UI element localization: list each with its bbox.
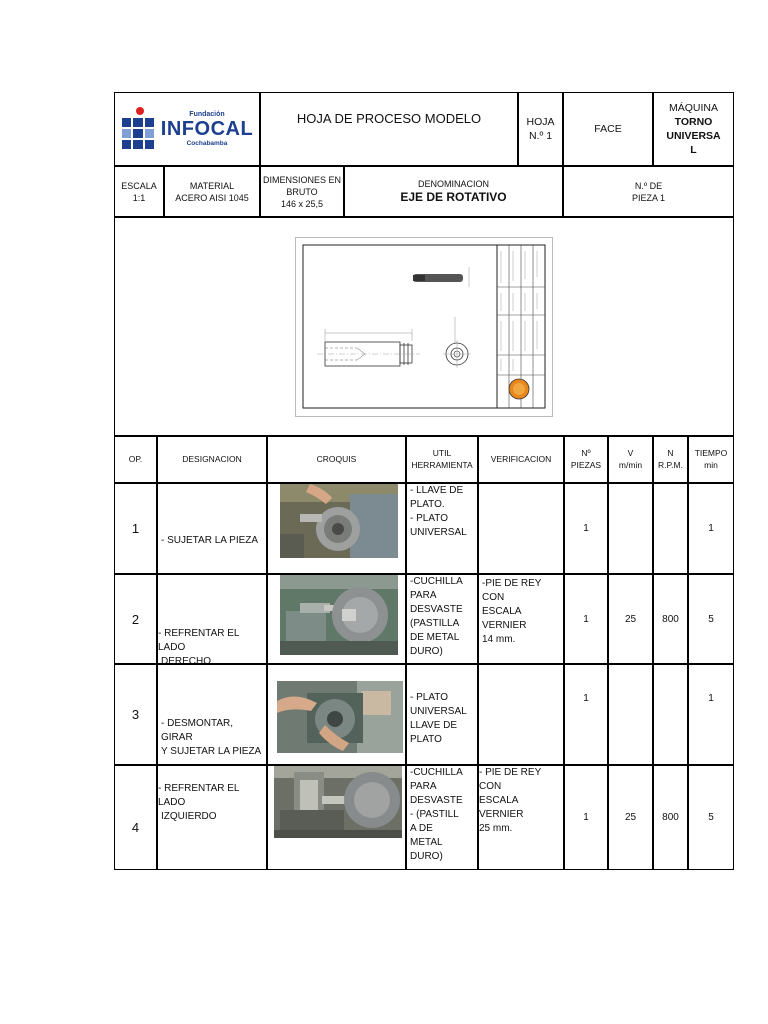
table-row-3-croquis — [267, 664, 406, 765]
table-row-4-n — [653, 765, 688, 870]
col-tiempo — [688, 436, 734, 483]
designacion-line: Y SUJETAR LA PIEZA — [161, 746, 262, 757]
table-row-2-util — [406, 574, 478, 664]
util-line: DURO) — [410, 646, 443, 657]
table-row-4-croquis — [267, 765, 406, 870]
maquina-cell — [653, 92, 734, 166]
designacion-line: - SUJETAR LA PIEZA — [161, 535, 259, 546]
util-line: UNIVERSAL — [410, 527, 467, 538]
dimensiones-cell — [260, 166, 344, 217]
infocal-logo — [121, 107, 253, 151]
drawing-cell — [114, 217, 734, 436]
col-tiempo-label-2: min — [704, 459, 718, 470]
table-row-3-op — [114, 664, 157, 765]
tiempo-value: 1 — [708, 693, 714, 704]
col-n-label-1: N — [667, 448, 674, 458]
table-row-3-designacion — [157, 664, 267, 765]
material-value: ACERO AISI 1045 — [175, 192, 249, 203]
croquis-photo-facing-left — [274, 766, 402, 838]
logo-bottom-text: Cochabamba — [186, 139, 228, 147]
col-verificacion-label: VERIFICACION — [490, 453, 552, 464]
verificacion-line: -PIE DE REY CON — [482, 578, 542, 603]
logo-main-text: INFOCAL — [160, 117, 254, 140]
piezas-value: 1 — [583, 613, 589, 625]
util-line: PARA — [410, 781, 437, 792]
hoja-cell — [518, 92, 563, 166]
denominacion-value: EJE DE ROTATIVO — [400, 190, 507, 204]
table-row-1-util — [406, 483, 478, 574]
op-number: 4 — [131, 820, 140, 835]
dimensiones-label-1: DIMENSIONES EN — [262, 174, 341, 185]
maquina-value-2: UNIVERSA — [666, 130, 721, 142]
croquis-photo-chuck-turn — [277, 681, 403, 753]
piezas-value: 1 — [583, 523, 589, 534]
util-line: DURO) — [410, 851, 443, 862]
verificacion-line: 25 mm. — [479, 823, 513, 834]
col-piezas-label-2: PIEZAS — [570, 459, 602, 470]
sheet-title-cell — [260, 92, 518, 166]
util-line: PLATO. — [410, 499, 445, 510]
col-util-label-2: HERRAMIENTA — [411, 459, 473, 470]
tiempo-value: 5 — [708, 613, 714, 625]
piezas-value: 1 — [583, 693, 589, 704]
col-n — [653, 436, 688, 483]
util-line: METAL — [410, 837, 443, 848]
table-row-2-tiempo — [688, 574, 734, 664]
util-line: -CUCHILLA — [410, 576, 463, 587]
col-util-label-1: UTIL — [432, 448, 452, 458]
table-row-3-piezas — [564, 664, 608, 765]
util-line: DE METAL — [410, 632, 460, 643]
table-row-3-verificacion — [478, 664, 564, 765]
verificacion-line: - PIE DE REY CON — [479, 767, 542, 792]
dimensiones-value: 146 x 25,5 — [280, 198, 324, 209]
infocal-logo-icon — [121, 107, 155, 151]
pieza-label-1: N.º DE — [634, 180, 663, 191]
designacion-line: - REFRENTAR EL LADO — [158, 628, 240, 653]
col-v-label-1: V — [627, 448, 634, 458]
denominacion-cell — [344, 166, 563, 217]
croquis-photo-facing-right — [280, 575, 398, 655]
designacion-line: DERECHO — [161, 656, 212, 664]
op-number: 1 — [131, 521, 140, 536]
face-cell — [563, 92, 653, 166]
col-piezas-label-1: Nº — [581, 448, 591, 458]
util-line: UNIVERSAL — [410, 706, 467, 717]
col-piezas — [564, 436, 608, 483]
table-row-4-util — [406, 765, 478, 870]
util-line: DESVASTE — [410, 604, 463, 615]
pieza-cell — [563, 166, 734, 217]
logo-cell — [114, 92, 260, 166]
designacion-line: - REFRENTAR EL LADO — [158, 783, 240, 808]
pieza-label-2: PIEZA 1 — [631, 192, 666, 203]
technical-drawing — [295, 237, 553, 417]
table-row-1-designacion — [157, 483, 267, 574]
op-number: 2 — [131, 611, 140, 627]
face-label: FACE — [594, 123, 622, 135]
col-designacion-label: DESIGNACION — [182, 453, 242, 464]
maquina-value-1: TORNO — [674, 116, 713, 128]
tiempo-value: 5 — [708, 812, 714, 823]
hoja-label: HOJA — [526, 116, 555, 128]
sheet-title: HOJA DE PROCESO MODELO — [296, 111, 482, 126]
piezas-value: 1 — [583, 812, 589, 823]
v-value: 25 — [624, 812, 637, 823]
col-tiempo-label-1: TIEMPO — [694, 448, 728, 458]
table-row-3-util — [406, 664, 478, 765]
table-row-4-tiempo — [688, 765, 734, 870]
col-op — [114, 436, 157, 483]
col-v — [608, 436, 653, 483]
table-row-3-tiempo — [688, 664, 734, 765]
table-row-3-v — [608, 664, 653, 765]
tiempo-value: 1 — [708, 523, 714, 534]
verificacion-line: ESCALA VERNIER — [479, 795, 524, 820]
table-row-4-op — [114, 765, 157, 870]
util-line: - (PASTILL — [410, 809, 459, 820]
logo-top-text: Fundación — [189, 110, 225, 118]
util-line: PARA — [410, 590, 437, 601]
table-row-2-croquis — [267, 574, 406, 664]
col-croquis — [267, 436, 406, 483]
util-line: LLAVE DE — [410, 720, 458, 731]
table-row-1-croquis — [267, 483, 406, 574]
table-row-4-piezas — [564, 765, 608, 870]
util-line: DESVASTE — [410, 795, 463, 806]
table-row-4-v — [608, 765, 653, 870]
table-row-1-piezas — [564, 483, 608, 574]
util-line: PLATO — [410, 734, 442, 745]
denominacion-label: DENOMINACION — [417, 179, 489, 189]
table-row-2-v — [608, 574, 653, 664]
table-row-1-v — [608, 483, 653, 574]
escala-value: 1:1 — [132, 192, 146, 203]
util-line: - LLAVE DE — [410, 485, 464, 496]
table-row-2-piezas — [564, 574, 608, 664]
n-value: 800 — [662, 812, 679, 823]
n-value: 800 — [662, 613, 679, 625]
util-line: A DE — [410, 823, 433, 834]
material-cell — [164, 166, 260, 217]
table-row-1-tiempo — [688, 483, 734, 574]
escala-label: ESCALA — [121, 180, 157, 191]
verificacion-line: ESCALA VERNIER — [482, 606, 527, 631]
table-row-1-op — [114, 483, 157, 574]
util-line: - PLATO — [410, 692, 448, 703]
dimensiones-label-2: BRUTO — [286, 186, 318, 197]
op-number: 3 — [131, 707, 140, 722]
designacion-line: IZQUIERDO — [161, 811, 217, 822]
util-line: (PASTILLA — [410, 618, 460, 629]
col-util — [406, 436, 478, 483]
table-row-2-designacion — [157, 574, 267, 664]
designacion-line: - DESMONTAR, GIRAR — [161, 718, 234, 743]
table-row-2-op — [114, 574, 157, 664]
col-croquis-label: CROQUIS — [316, 453, 357, 464]
col-verificacion — [478, 436, 564, 483]
maquina-label: MÁQUINA — [668, 102, 718, 114]
hoja-number: N.º 1 — [528, 130, 553, 142]
material-label: MATERIAL — [189, 180, 235, 191]
util-line: -CUCHILLA — [410, 767, 463, 778]
table-row-2-n — [653, 574, 688, 664]
escala-cell — [114, 166, 164, 217]
v-value: 25 — [624, 613, 637, 625]
col-op-label: OP. — [128, 453, 143, 464]
util-line: - PLATO — [410, 513, 448, 524]
table-row-1-n — [653, 483, 688, 574]
verificacion-line: 14 mm. — [482, 634, 516, 645]
table-row-1-verificacion — [478, 483, 564, 574]
process-sheet — [114, 92, 734, 870]
col-v-label-2: m/min — [618, 459, 643, 470]
maquina-value-3: L — [690, 144, 697, 156]
table-row-4-verificacion — [478, 765, 564, 870]
table-row-2-verificacion — [478, 574, 564, 664]
col-n-label-2: R.P.M. — [658, 459, 683, 470]
table-row-4-designacion — [157, 765, 267, 870]
table-row-3-n — [653, 664, 688, 765]
croquis-photo-chuck-key — [280, 484, 398, 558]
col-designacion — [157, 436, 267, 483]
